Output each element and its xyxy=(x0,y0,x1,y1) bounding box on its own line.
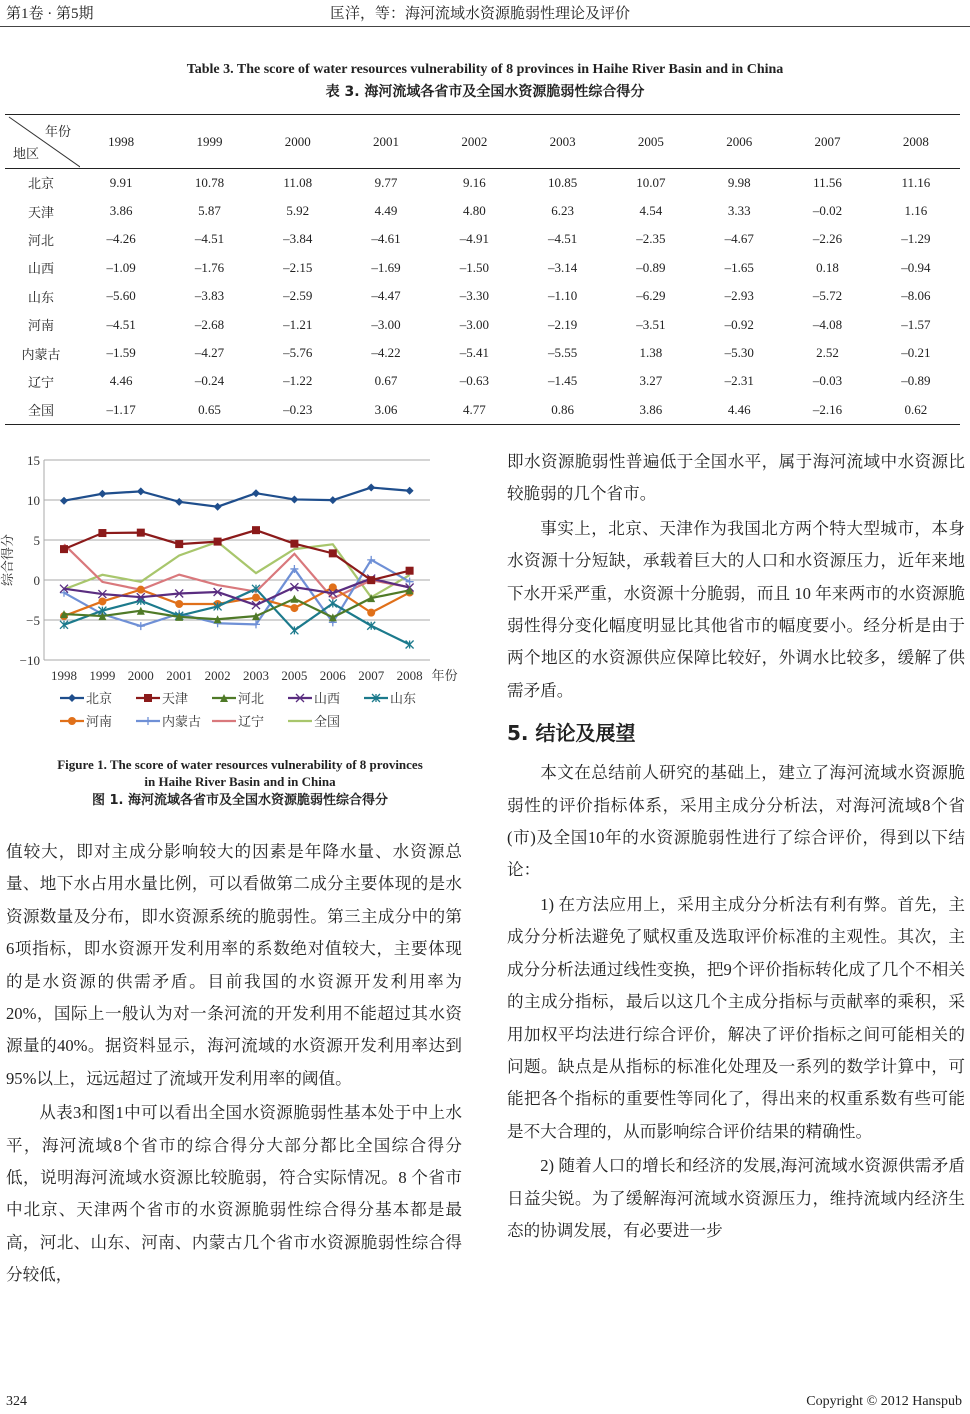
score-cell: 11.08 xyxy=(283,174,313,190)
score-cell: –0.21 xyxy=(901,345,931,361)
y-tick-label: −5 xyxy=(26,613,40,628)
score-cell: –3.83 xyxy=(194,288,225,304)
y-tick-label: −10 xyxy=(19,653,40,668)
region-cell: 内蒙古 xyxy=(21,346,61,362)
score-cell: –5.76 xyxy=(283,345,313,361)
score-cell: –1.76 xyxy=(194,259,225,275)
score-cell: –5.60 xyxy=(106,288,136,304)
legend-label: 内蒙古 xyxy=(162,714,202,729)
region-cell: 天津 xyxy=(27,204,54,220)
score-cell: –4.51 xyxy=(548,231,578,247)
year-header: 2007 xyxy=(814,133,841,149)
score-cell: –5.41 xyxy=(459,345,489,361)
data-point xyxy=(367,609,375,617)
data-point xyxy=(137,586,145,594)
running-title: 匡洋，等：海河流域水资源脆弱性理论及评价 xyxy=(330,6,631,22)
score-cell: –0.24 xyxy=(194,373,225,389)
figure-caption-en-2: in Haihe River Basin and in China xyxy=(144,774,336,789)
x-axis-label: 年份 xyxy=(431,668,458,683)
score-cell: 5.92 xyxy=(286,203,310,219)
legend-label: 北京 xyxy=(86,691,113,706)
legend-label: 山西 xyxy=(314,691,341,706)
score-cell: 0.18 xyxy=(816,259,839,275)
score-cell: –3.14 xyxy=(548,259,578,275)
score-cell: 11.16 xyxy=(901,174,931,190)
journal-issue: 第1卷 · 第5期 xyxy=(6,6,94,22)
paragraph: 值较大，即对主成分影响较大的因素是年降水量、水资源总量、地下水占用水量比例，可以看做第二成分主要体现的是水资源数量及分布，即水资源系统的脆弱性。第三主成分中的第6项指标，即水资源开发利用率的系数绝对值较大，主要体现的是水资源的供需矛盾。目前我国的水资源开发利用率为20%，国际上一般认为对一条河流的开发利用不能超过其水资源量的40%。据资料显示，海河流域的水资源开发利用率达到 95%以上，远远超过了流域开发利用率的阈值。 xyxy=(6,842,462,1088)
data-point xyxy=(252,594,260,602)
y-tick-label: 0 xyxy=(33,573,40,588)
score-cell: –0.94 xyxy=(901,259,931,275)
legend-item xyxy=(136,714,201,729)
table-row xyxy=(5,197,960,225)
score-cell: 6.23 xyxy=(551,203,574,219)
score-cell: –5.72 xyxy=(812,288,843,304)
legend-item xyxy=(212,714,264,729)
corner-year-label: 年份 xyxy=(44,124,71,139)
data-point xyxy=(98,490,106,498)
score-cell: 10.78 xyxy=(194,174,225,190)
score-cell: 0.67 xyxy=(374,373,398,389)
legend-item xyxy=(136,691,188,706)
right-column xyxy=(507,446,965,1247)
legend-item xyxy=(212,691,264,706)
legend-label: 辽宁 xyxy=(238,714,265,729)
score-cell: –6.29 xyxy=(636,288,666,304)
score-cell: 10.85 xyxy=(548,174,578,190)
score-cell: –3.00 xyxy=(371,316,401,332)
data-point xyxy=(290,540,298,548)
score-cell: 5.87 xyxy=(198,203,221,219)
legend-item xyxy=(60,691,112,706)
line-chart xyxy=(0,445,480,745)
data-point xyxy=(367,484,375,492)
data-point xyxy=(406,640,414,648)
series-line xyxy=(64,587,410,616)
x-tick-label: 2007 xyxy=(358,668,385,683)
region-cell: 全国 xyxy=(27,403,54,419)
score-cell: –1.65 xyxy=(724,259,754,275)
data-point xyxy=(252,489,260,497)
legend-item xyxy=(288,714,340,729)
x-tick-label: 2000 xyxy=(127,668,154,683)
section-heading: 5. 结论及展望 xyxy=(507,721,636,746)
data-point xyxy=(252,526,260,534)
score-cell: –1.45 xyxy=(548,373,578,389)
score-cell: –4.27 xyxy=(194,345,225,361)
legend-item xyxy=(288,691,340,706)
legend-label: 全国 xyxy=(314,714,341,729)
copyright: Copyright © 2012 Hanspub xyxy=(806,1394,962,1409)
series-line xyxy=(64,530,410,580)
score-cell: –0.02 xyxy=(812,203,843,219)
score-cell: –4.91 xyxy=(459,231,489,247)
data-point xyxy=(98,529,106,537)
score-cell: –1.69 xyxy=(371,259,401,275)
region-cell: 辽宁 xyxy=(27,374,54,390)
score-cell: 3.86 xyxy=(639,401,663,417)
score-cell: –0.89 xyxy=(636,259,666,275)
score-cell: –1.22 xyxy=(283,373,313,389)
score-cell: 3.27 xyxy=(639,373,663,389)
score-cell: –4.51 xyxy=(106,316,136,332)
score-cell: –1.29 xyxy=(901,231,931,247)
score-cell: 10.07 xyxy=(636,174,666,190)
data-point xyxy=(68,694,76,702)
paragraph: 即水资源脆弱性普遍低于全国水平，属于海河流域中水资源比较脆弱的几个省市。 xyxy=(507,452,965,504)
score-cell: 3.86 xyxy=(109,203,133,219)
score-cell: –0.63 xyxy=(459,373,489,389)
score-cell: 9.91 xyxy=(109,174,133,190)
score-cell: –2.31 xyxy=(724,373,754,389)
data-point xyxy=(98,597,106,605)
data-point xyxy=(60,545,68,553)
x-tick-label: 2006 xyxy=(319,668,346,683)
data-point xyxy=(144,717,152,725)
score-cell: –3.51 xyxy=(636,316,666,332)
data-point xyxy=(144,694,152,702)
score-cell: –5.30 xyxy=(724,345,754,361)
table-header-row xyxy=(5,115,960,169)
paragraph: 1) 在方法应用上，采用主成分分析法有利有弊。首先，主成分分析法避免了赋权重及选取评价标准的主观性。其次，主成分分析法通过线性变换，把9个评价指标转化成了几个不相关的主成分指标，最后以这几个主成分指标与贡献率的乘积，采用加权平均法进行综合评价，解决了评价指标之间可能相关的问题。缺点是从指标的标准化处理及一系列的数学计算中，可能把各个指标的重要性等同化了，得出来的权重系数有些可能是不大合理的，从而影响综合评价结果的精确性。 xyxy=(507,894,965,1141)
score-cell: –1.10 xyxy=(548,288,578,304)
data-point xyxy=(214,538,222,546)
corner-region-label: 地区 xyxy=(13,146,40,161)
data-point xyxy=(406,487,414,495)
legend-label: 山东 xyxy=(390,691,417,706)
data-point xyxy=(329,599,337,607)
table-row xyxy=(5,310,960,338)
data-point xyxy=(290,495,298,503)
year-header: 1999 xyxy=(196,133,223,149)
paragraph: 本文在总结前人研究的基础上，建立了海河流域水资源脆弱性的评价指标体系，采用主成分分析法，对海河流域8个省(市)及全国10年的水资源脆弱性进行了综合评价，得到以下结论： xyxy=(507,763,965,880)
data-point xyxy=(175,498,183,506)
legend-label: 天津 xyxy=(162,691,189,706)
legend-label: 河南 xyxy=(86,714,113,729)
table-row xyxy=(5,254,960,282)
data-point xyxy=(68,717,76,725)
score-cell: –3.30 xyxy=(459,288,489,304)
table-row xyxy=(5,396,960,424)
data-point xyxy=(137,529,145,537)
data-point xyxy=(137,622,145,630)
score-cell: –3.00 xyxy=(459,316,489,332)
score-cell: 4.54 xyxy=(639,203,663,219)
year-header: 2005 xyxy=(637,133,664,149)
score-table xyxy=(5,114,960,425)
data-point xyxy=(214,503,222,511)
score-cell: –8.06 xyxy=(901,288,931,304)
paragraph: 事实上，北京、天津作为我国北方两个特大型城市，本身水资源十分短缺，承载着巨大的人口和水资源压力，近年来地下水开采严重，水资源十分脆弱，而且 10 年来两市的水资源脆弱性得分变化幅度明显比其他省市的幅度要小。经分析是由于两个地区的水资源供应保障比较好，外调水比较多，缓解了供需矛盾。 xyxy=(507,518,965,700)
score-cell: 0.62 xyxy=(904,401,928,417)
legend-item xyxy=(60,714,112,729)
score-cell: 11.56 xyxy=(813,174,842,190)
score-cell: 9.98 xyxy=(727,174,751,190)
region-cell: 山西 xyxy=(27,261,54,277)
score-cell: –2.15 xyxy=(283,259,313,275)
legend-label: 河北 xyxy=(238,691,265,706)
table-row xyxy=(5,225,960,253)
data-point xyxy=(329,496,337,504)
score-cell: –2.35 xyxy=(636,231,666,247)
series-line xyxy=(64,488,410,507)
x-tick-label: 2008 xyxy=(396,668,423,683)
score-cell: –1.17 xyxy=(106,401,136,417)
score-cell: 0.65 xyxy=(198,401,221,417)
score-cell: –4.26 xyxy=(106,231,136,247)
score-cell: 2.52 xyxy=(816,345,839,361)
score-cell: –2.59 xyxy=(283,288,313,304)
score-cell: –1.50 xyxy=(459,259,489,275)
score-cell: –2.16 xyxy=(812,401,843,417)
score-cell: –0.92 xyxy=(724,316,754,332)
score-cell: –2.93 xyxy=(724,288,754,304)
data-point xyxy=(290,604,298,612)
year-header: 1998 xyxy=(108,133,135,149)
score-cell: –3.84 xyxy=(283,231,313,247)
score-cell: –0.03 xyxy=(812,373,843,389)
year-header: 2006 xyxy=(726,133,753,149)
data-point xyxy=(290,595,298,603)
series-北京 xyxy=(60,484,414,511)
region-cell: 河北 xyxy=(27,232,54,248)
y-tick-label: 5 xyxy=(33,533,40,548)
data-point xyxy=(406,567,414,575)
data-point xyxy=(367,622,375,630)
figure-caption-en-1: Figure 1. The score of water resources vulnerability of 8 provinces xyxy=(57,757,423,772)
left-column xyxy=(6,836,462,1292)
score-cell: –4.51 xyxy=(194,231,225,247)
year-header: 2000 xyxy=(284,133,311,149)
score-cell: 3.06 xyxy=(374,401,398,417)
score-cell: 4.77 xyxy=(462,401,486,417)
score-cell: 9.77 xyxy=(374,174,398,190)
figure-caption xyxy=(0,756,480,809)
score-cell: –2.26 xyxy=(812,231,843,247)
x-tick-label: 2003 xyxy=(243,668,269,683)
score-cell: –4.22 xyxy=(371,345,401,361)
legend-item xyxy=(364,691,416,706)
paragraph: 从表3和图1中可以看出全国水资源脆弱性基本处于中上水平，海河流域8个省市的综合得分大部分都比全国综合得分低，说明海河流域水资源比较脆弱，符合实际情况。8 个省市中北京、天津两个省市的水资源脆弱性综合得分基本都是最高，河北、山东、河南、内蒙古几个省市水资源脆弱性综合得分较低， xyxy=(6,1103,462,1285)
x-tick-label: 1999 xyxy=(89,668,116,683)
score-cell: 1.38 xyxy=(639,345,663,361)
score-cell: –0.89 xyxy=(901,373,931,389)
table-row xyxy=(5,169,960,197)
y-tick-label: 15 xyxy=(27,453,40,468)
data-point xyxy=(290,626,298,634)
y-axis-label: 综合得分 xyxy=(0,533,15,587)
table-title-en: Table 3. The score of water resources vulnerability of 8 provinces in Haihe River Basin and in China xyxy=(186,62,784,77)
score-cell: –4.67 xyxy=(724,231,754,247)
table-title-cn: 表 3. 海河流域各省市及全国水资源脆弱性综合得分 xyxy=(325,84,645,100)
score-cell: –4.47 xyxy=(371,288,401,304)
year-header: 2002 xyxy=(461,133,488,149)
score-cell: –4.08 xyxy=(812,316,843,332)
score-cell: 1.16 xyxy=(904,203,928,219)
x-tick-label: 2005 xyxy=(281,668,308,683)
region-cell: 河南 xyxy=(27,318,54,334)
data-point xyxy=(367,576,375,584)
region-cell: 北京 xyxy=(27,176,54,192)
corner-cell xyxy=(5,115,77,169)
region-cell: 山东 xyxy=(27,289,54,305)
figure-caption-cn: 图 1. 海河流域各省市及全国水资源脆弱性综合得分 xyxy=(91,793,389,808)
score-cell: 0.86 xyxy=(551,401,574,417)
score-cell: 4.80 xyxy=(462,203,486,219)
x-tick-label: 2002 xyxy=(204,668,231,683)
score-cell: –5.55 xyxy=(548,345,578,361)
data-point xyxy=(329,549,337,557)
year-header: 2008 xyxy=(902,133,929,149)
year-header: 2001 xyxy=(373,133,400,149)
score-cell: 4.46 xyxy=(727,401,751,417)
x-tick-label: 2001 xyxy=(166,668,193,683)
score-cell: –2.19 xyxy=(548,316,578,332)
y-tick-label: 10 xyxy=(27,493,40,508)
page-number: 324 xyxy=(6,1394,27,1409)
score-cell: 4.49 xyxy=(374,203,398,219)
score-cell: –1.21 xyxy=(283,316,313,332)
table-row xyxy=(5,339,960,367)
score-cell: –1.09 xyxy=(106,259,136,275)
score-cell: 4.46 xyxy=(109,373,133,389)
score-cell: –1.59 xyxy=(106,345,136,361)
x-tick-label: 1998 xyxy=(51,668,77,683)
header-rule xyxy=(0,26,970,27)
data-point xyxy=(60,497,68,505)
table-row xyxy=(5,367,960,395)
data-point xyxy=(175,600,183,608)
score-cell: –2.68 xyxy=(194,316,225,332)
data-point xyxy=(175,540,183,548)
table-row xyxy=(5,282,960,310)
score-cell: –4.61 xyxy=(371,231,401,247)
score-cell: –1.57 xyxy=(901,316,931,332)
score-cell: 9.16 xyxy=(462,174,486,190)
data-point xyxy=(137,487,145,495)
score-cell: –0.23 xyxy=(283,401,313,417)
paragraph: 2) 随着人口的增长和经济的发展,海河流域水资源供需矛盾日益尖锐。为了缓解海河流域水资源压力，维持流域内经济生态的协调发展，有必要进一步 xyxy=(507,1156,965,1240)
score-cell: 3.33 xyxy=(727,203,751,219)
year-header: 2003 xyxy=(549,133,576,149)
